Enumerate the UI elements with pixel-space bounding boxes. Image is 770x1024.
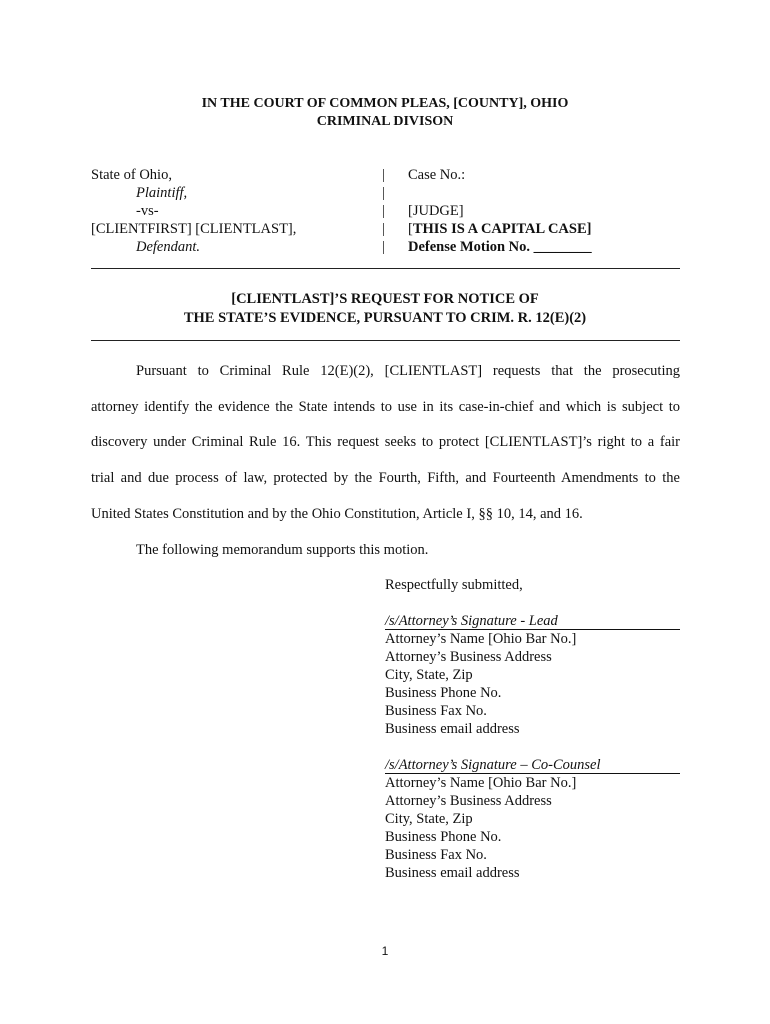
capital-case-notice [408, 220, 592, 238]
lead-attorney-fax: Business Fax No. [385, 703, 487, 719]
body-line: trial and due process of law, protected by the Fourth, Fifth, and Fourteenth Amendments to the [91, 470, 680, 486]
lead-signature: /s/Attorney’s Signature - Lead [385, 613, 680, 630]
capital-case-bracket: [ [408, 221, 413, 237]
body-line: Pursuant to Criminal Rule 12(E)(2), [CLIENTLAST] requests that the prosecuting [136, 363, 680, 379]
motion-title-line2: THE STATE’S EVIDENCE, PURSUANT TO CRIM. R. 12(E)(2) [183, 310, 587, 326]
case-number-label: Case No.: [408, 167, 466, 183]
court-name: IN THE COURT OF COMMON PLEAS, [COUNTY], OHIO [201, 96, 569, 111]
versus-label: -vs- [136, 203, 159, 219]
motion-title [0, 290, 770, 328]
closing-text: Respectfully submitted, [385, 577, 523, 593]
co-counsel-fax: Business Fax No. [385, 847, 487, 863]
motion-title-line1: [CLIENTLAST]’S REQUEST FOR NOTICE OF [231, 291, 539, 307]
lead-attorney-phone: Business Phone No. [385, 685, 502, 701]
co-counsel-city: City, State, Zip [385, 811, 473, 827]
co-counsel-name: Attorney’s Name [Ohio Bar No.] [385, 775, 577, 791]
caption-pipe: | [382, 167, 385, 183]
caption-blank [408, 184, 592, 202]
judge-placeholder: [JUDGE] [408, 203, 464, 219]
court-division: CRIMINAL DIVISON [316, 114, 454, 129]
co-counsel-email: Business email address [385, 865, 520, 881]
lead-attorney-email: Business email address [385, 721, 520, 737]
title-rule [91, 340, 680, 341]
body-line: attorney identify the evidence the State intends to use in its case-in-chief and which is subject to [91, 399, 680, 415]
court-heading [0, 95, 770, 131]
lead-signature-line [385, 612, 680, 630]
lead-attorney-city: City, State, Zip [385, 667, 473, 683]
defendant-name: [CLIENTFIRST] [CLIENTLAST], [91, 221, 297, 237]
lead-attorney-name: Attorney’s Name [Ohio Bar No.] [385, 631, 577, 647]
defendant-label [91, 238, 296, 256]
body-line: United States Constitution and by the Ohio Constitution, Article I, §§ 10, 14, and 16. [91, 506, 583, 522]
co-counsel-signature: /s/Attorney’s Signature – Co-Counsel [385, 757, 680, 774]
defense-motion-number: Defense Motion No. ________ [408, 239, 592, 255]
co-counsel-address: Attorney’s Business Address [385, 793, 552, 809]
caption-parties [91, 166, 296, 256]
lead-attorney-address: Attorney’s Business Address [385, 649, 552, 665]
caption-case-info [408, 166, 592, 256]
defendant-label-text: Defendant. [136, 239, 201, 255]
signature-block [385, 576, 680, 882]
capital-case-text: THIS IS A CAPITAL CASE] [412, 221, 592, 237]
caption-pipe: | [382, 203, 385, 219]
caption-pipe: | [382, 185, 385, 201]
body-line: discovery under Criminal Rule 16. This request seeks to protect [CLIENTLAST]’s right to a fair [91, 434, 680, 450]
co-counsel-signature-line [385, 756, 680, 774]
plaintiff-name: State of Ohio, [91, 167, 172, 183]
signature-spacer [385, 738, 680, 756]
page-number: 1 [381, 944, 389, 958]
caption-pipe: | [382, 239, 385, 255]
signature-spacer [385, 594, 680, 612]
memorandum-reference: The following memorandum supports this motion. [136, 542, 429, 558]
plaintiff-label: Plaintiff, [136, 185, 188, 201]
caption-rule [91, 268, 680, 269]
caption-pipe: | [382, 221, 385, 237]
co-counsel-phone: Business Phone No. [385, 829, 502, 845]
caption-divider [382, 166, 385, 256]
